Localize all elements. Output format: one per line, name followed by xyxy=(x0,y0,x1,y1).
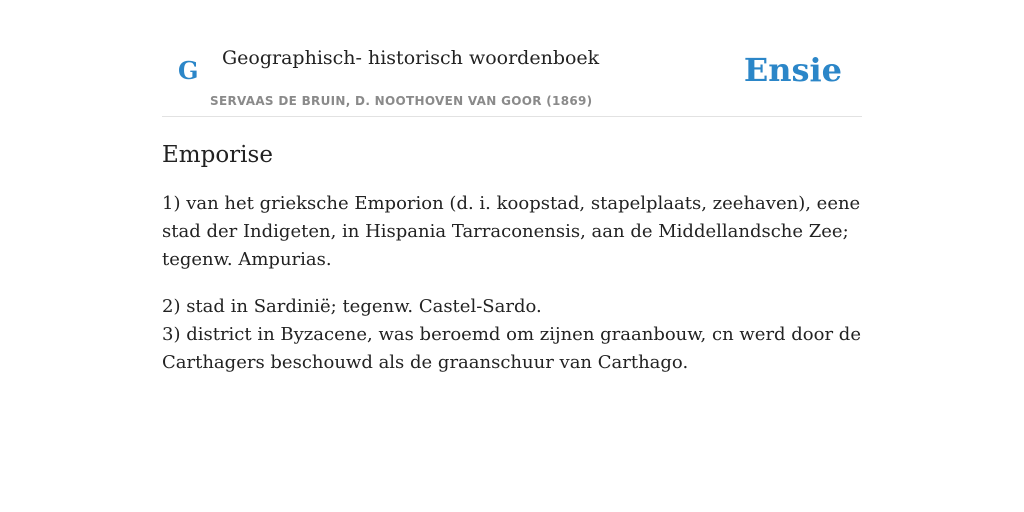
entry-title: Emporise xyxy=(162,142,273,168)
book-header xyxy=(162,36,862,117)
entry-definition-line: 1) van het grieksche Emporion (d. i. koopstad, stapelplaats, zeehaven), eene stad der Indigeten, in Hispania Tarraconensis, aan de Middellandsche Zee; tegenw. Ampurias. xyxy=(162,193,861,270)
book-authors: SERVAAS DE BRUIN, D. NOOTHOVEN VAN GOOR (1869) xyxy=(210,94,593,108)
entry-definition-line: 2) stad in Sardinië; tegenw. Castel-Sardo. xyxy=(162,296,542,317)
book-title[interactable]: Geographisch- historisch woordenboek xyxy=(222,47,600,69)
entry-paragraph xyxy=(162,293,862,377)
book-letter-icon[interactable]: G xyxy=(178,56,199,85)
entry-paragraph xyxy=(162,190,862,274)
ensie-logo[interactable]: Ensie xyxy=(743,51,842,89)
entry-definition-line: 3) district in Byzacene, was beroemd om zijnen graanbouw, cn werd door de Carthagers beschouwd als de graanschuur van Carthago. xyxy=(162,324,861,373)
entry-content xyxy=(162,138,862,396)
